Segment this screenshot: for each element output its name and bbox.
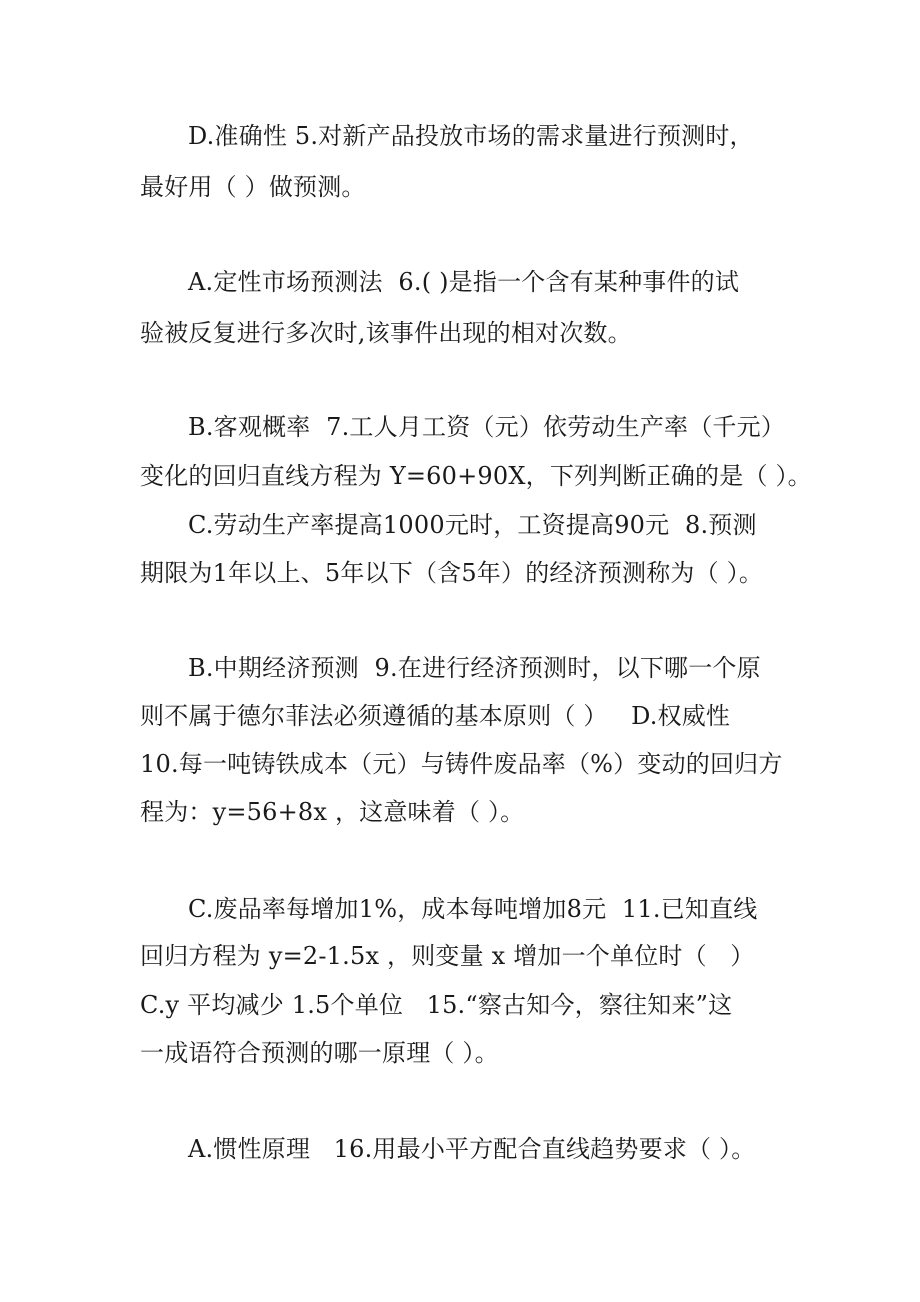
text-line: 一成语符合预测的哪一原理（ ）。: [140, 1039, 499, 1067]
text-line: 程为：y=56+8x ，这意味着（ ）。: [140, 798, 525, 826]
text-line: C.y 平均减少 1.5个单位 15.“察古知今，察往知来”这: [140, 991, 733, 1019]
text-line: 10.每一吨铸铁成本（元）与铸件废品率（%）变动的回归方: [140, 750, 783, 778]
text-line: A.惯性原理 16.用最小平方配合直线趋势要求（ ）。: [188, 1135, 756, 1163]
text-line: 回归方程为 y=2-1.5x ，则变量 x 增加一个单位时（ ）: [140, 942, 755, 970]
text-line: 验被反复进行多次时,该事件出现的相对次数。: [140, 319, 632, 347]
text-line: 最好用（ ）做预测。: [140, 173, 366, 201]
text-line: D.准确性 5.对新产品投放市场的需求量进行预测时，: [188, 122, 754, 150]
text-line: C.劳动生产率提高1000元时，工资提高90元 8.预测: [188, 511, 757, 539]
text-line: 变化的回归直线方程为 Y=60+90X，下列判断正确的是（ ）。: [140, 462, 812, 490]
text-line: B.客观概率 7.工人月工资（元）依劳动生产率（千元）: [188, 413, 786, 441]
text-line: A.定性市场预测法 6.( )是指一个含有某种事件的试: [188, 268, 740, 296]
text-line: 则不属于德尔菲法必须遵循的基本原则（ ） D.权威性: [140, 702, 731, 730]
text-line: B.中期经济预测 9.在进行经济预测时，以下哪一个原: [188, 654, 761, 682]
text-line: C.废品率每增加1%，成本每吨增加8元 11.已知直线: [188, 895, 758, 923]
text-line: 期限为1年以上、5年以下（含5年）的经济预测称为（ ）。: [140, 559, 764, 587]
